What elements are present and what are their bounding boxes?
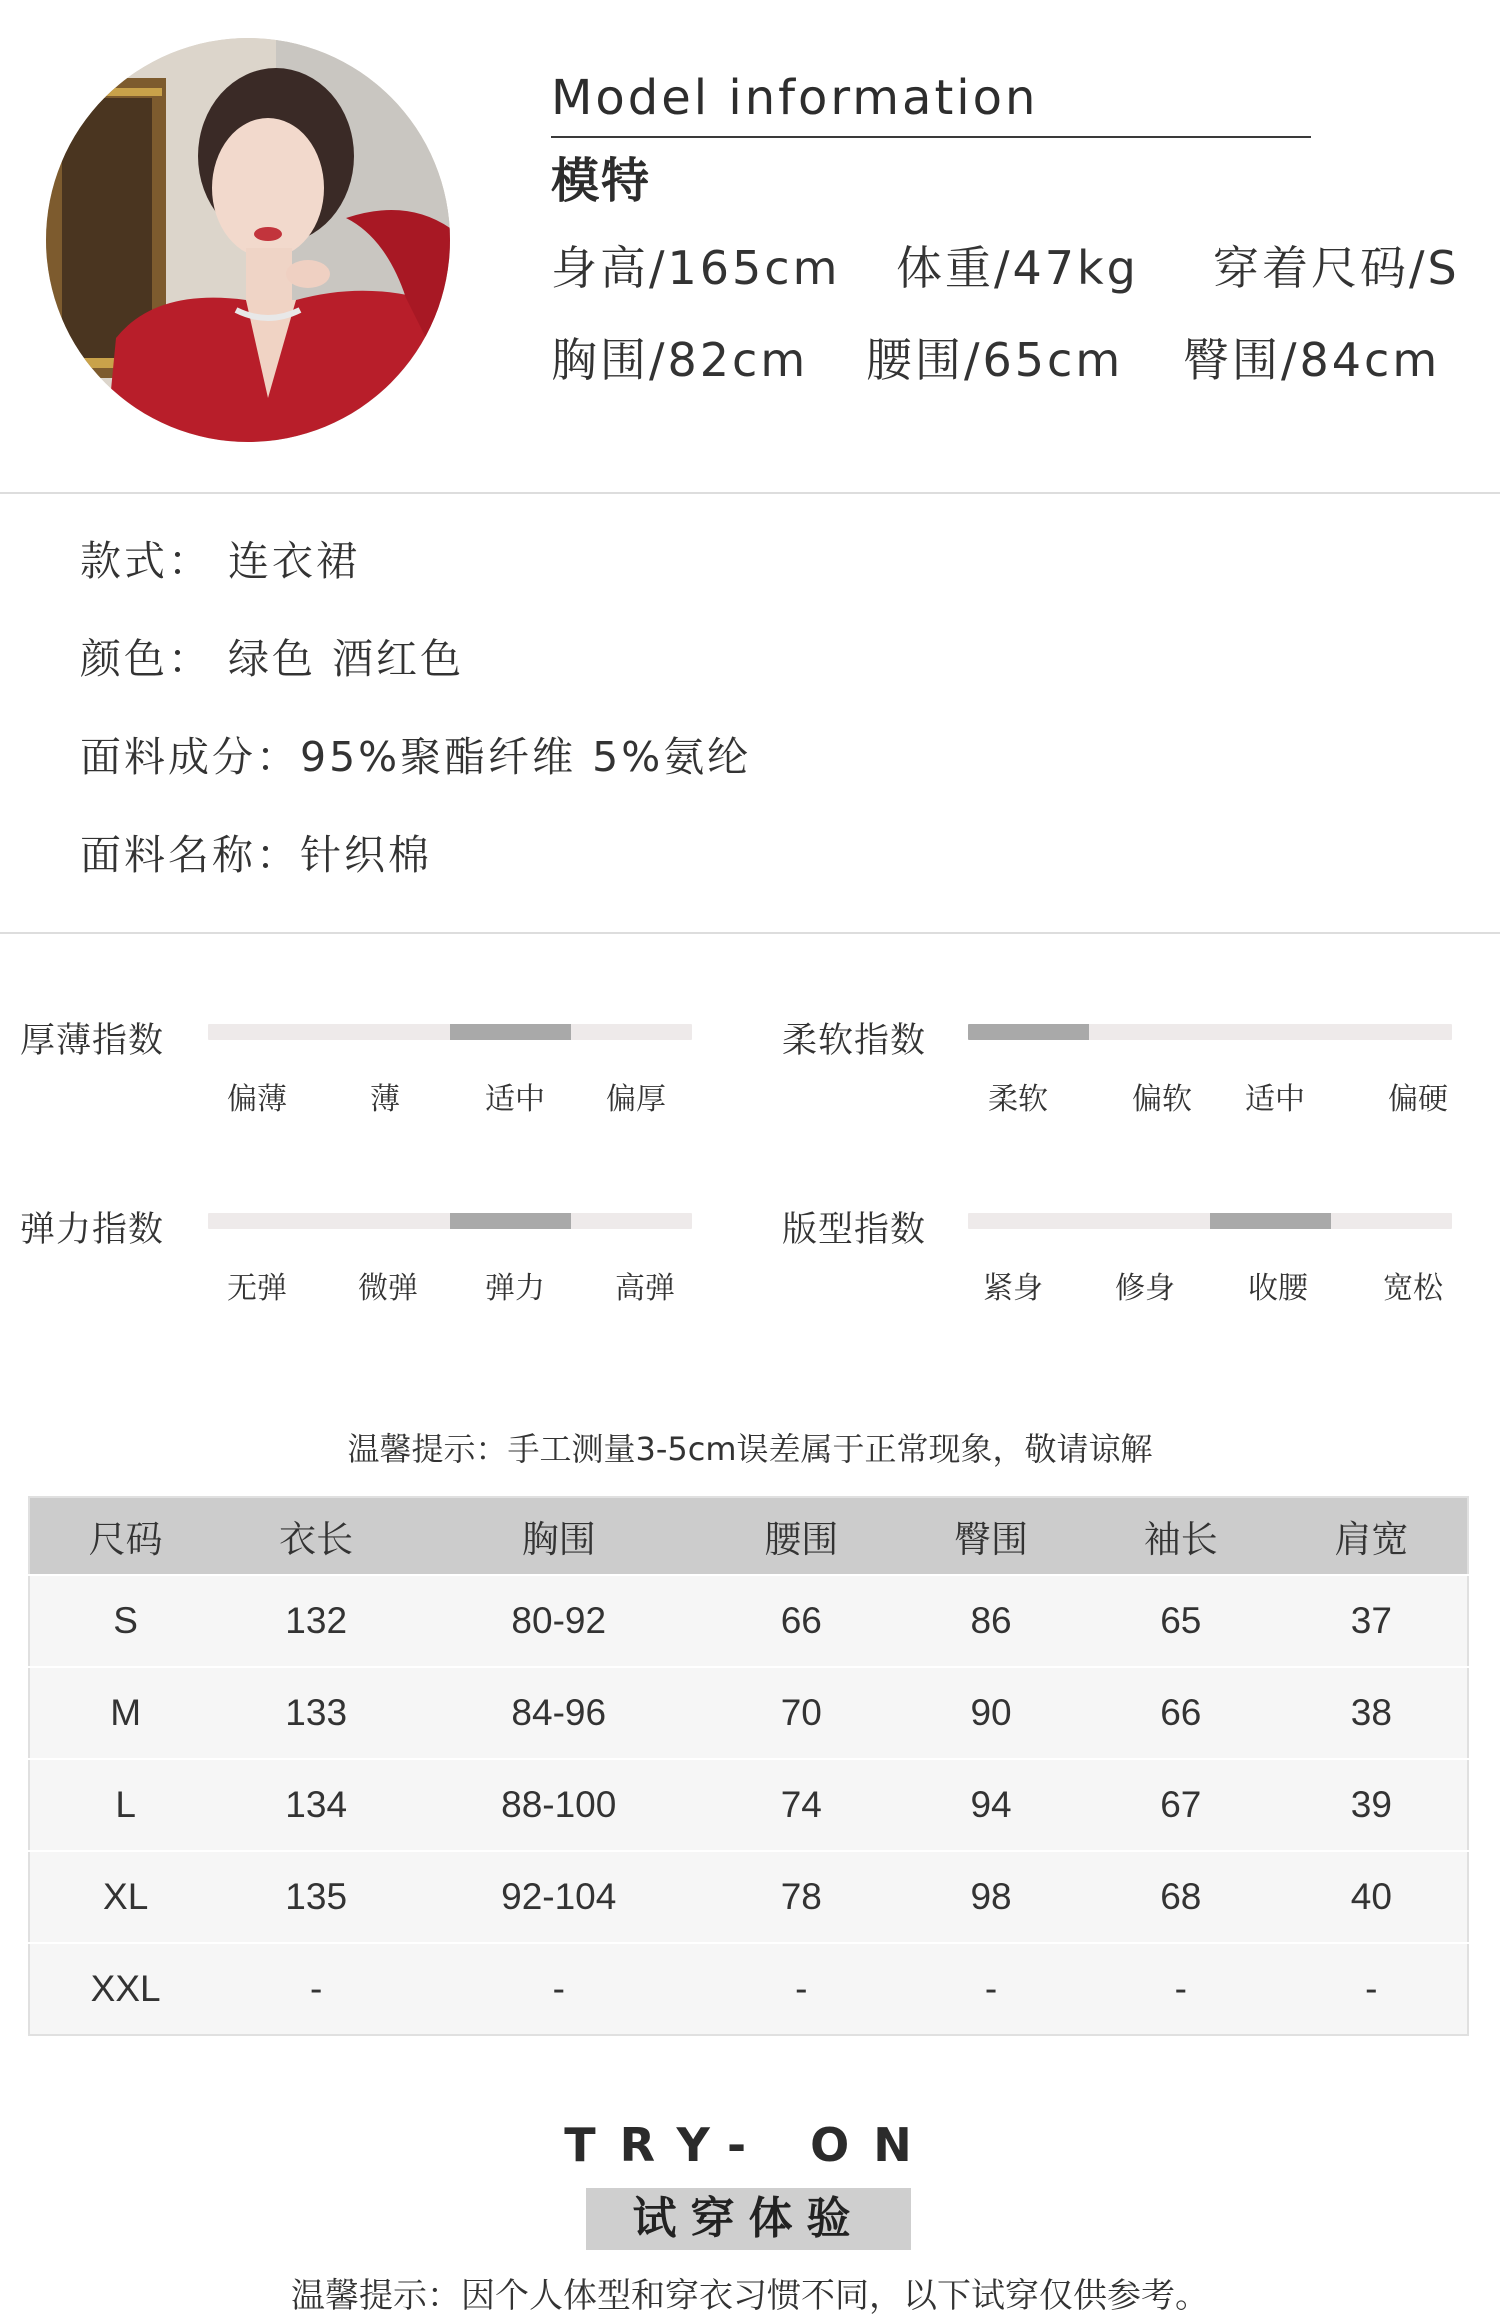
size-cell: 67 — [1086, 1759, 1276, 1851]
scale-option: 高弹 — [615, 1271, 675, 1306]
size-cell: 133 — [221, 1667, 411, 1759]
size-cell: 66 — [1086, 1667, 1276, 1759]
scale-selected-segment — [968, 1024, 1089, 1040]
product-color: 颜色： 绿色 酒红色 — [80, 635, 465, 683]
header-bust: 胸围 — [411, 1497, 706, 1575]
scale-track — [968, 1213, 1452, 1229]
size-row — [29, 1759, 1468, 1851]
size-cell: 40 — [1276, 1851, 1468, 1943]
scale-label: 柔软指数 — [782, 1021, 927, 1061]
size-cell: 86 — [896, 1575, 1086, 1667]
size-cell: 90 — [896, 1667, 1086, 1759]
model-photo — [46, 38, 450, 442]
tryon-title: TRY- ON — [564, 2118, 936, 2172]
size-cell: 68 — [1086, 1851, 1276, 1943]
scale-option: 偏软 — [1132, 1082, 1192, 1117]
scale-option: 收腰 — [1248, 1271, 1308, 1306]
product-style: 款式： 连衣裙 — [80, 537, 361, 585]
scale-selected-segment — [450, 1213, 571, 1229]
size-cell: M — [29, 1667, 221, 1759]
size-cell: 135 — [221, 1851, 411, 1943]
model-bust: 胸围/82cm — [551, 333, 809, 387]
header-shoulder: 肩宽 — [1276, 1497, 1468, 1575]
size-cell: XXL — [29, 1943, 221, 2035]
header-size: 尺码 — [29, 1497, 221, 1575]
measurement-tip: 温馨提示：手工测量3-5cm误差属于正常现象，敬请谅解 — [347, 1430, 1153, 1468]
model-height: 身高/165cm — [551, 241, 841, 295]
section-divider — [0, 932, 1500, 934]
scale-option: 偏硬 — [1388, 1082, 1448, 1117]
scale-track — [208, 1024, 692, 1040]
scale-label: 弹力指数 — [20, 1210, 165, 1250]
title-underline — [551, 136, 1311, 138]
size-cell: - — [221, 1943, 411, 2035]
size-cell: 70 — [706, 1667, 896, 1759]
size-chart-table — [28, 1496, 1469, 2036]
header-hip: 臀围 — [896, 1497, 1086, 1575]
scale-option: 微弹 — [358, 1271, 418, 1306]
scale-option: 无弹 — [227, 1271, 287, 1306]
size-cell: 78 — [706, 1851, 896, 1943]
size-cell: 37 — [1276, 1575, 1468, 1667]
model-info-title: Model information — [551, 70, 1039, 126]
size-cell: - — [706, 1943, 896, 2035]
size-cell: 92-104 — [411, 1851, 706, 1943]
size-cell: 84-96 — [411, 1667, 706, 1759]
size-cell: 134 — [221, 1759, 411, 1851]
model-info-subtitle: 模特 — [551, 153, 652, 209]
size-cell: 39 — [1276, 1759, 1468, 1851]
size-cell: 88-100 — [411, 1759, 706, 1851]
model-portrait-illustration — [46, 38, 450, 442]
scale-option: 柔软 — [988, 1082, 1048, 1117]
product-fabric-name: 面料名称：针织棉 — [80, 831, 432, 879]
section-divider — [0, 492, 1500, 494]
model-size: 穿着尺码/S — [1213, 241, 1460, 295]
size-cell: 98 — [896, 1851, 1086, 1943]
size-cell: - — [411, 1943, 706, 2035]
size-row — [29, 1667, 1468, 1759]
size-cell: - — [1276, 1943, 1468, 2035]
header-waist: 腰围 — [706, 1497, 896, 1575]
size-cell: 94 — [896, 1759, 1086, 1851]
size-cell: 38 — [1276, 1667, 1468, 1759]
tryon-badge: 试穿体验 — [586, 2188, 911, 2250]
size-row — [29, 1943, 1468, 2035]
scale-option: 适中 — [485, 1082, 545, 1117]
size-cell: - — [1086, 1943, 1276, 2035]
size-cell: XL — [29, 1851, 221, 1943]
size-row — [29, 1575, 1468, 1667]
header-length: 衣长 — [221, 1497, 411, 1575]
scale-selected-segment — [450, 1024, 571, 1040]
scale-option: 弹力 — [485, 1271, 545, 1306]
scale-option: 紧身 — [983, 1271, 1043, 1306]
scale-track — [968, 1024, 1452, 1040]
header-sleeve: 袖长 — [1086, 1497, 1276, 1575]
product-fabric-composition: 面料成分：95%聚酯纤维 5%氨纶 — [80, 733, 752, 781]
size-cell: 65 — [1086, 1575, 1276, 1667]
scale-option: 偏厚 — [606, 1082, 666, 1117]
model-hip: 臀围/84cm — [1183, 333, 1441, 387]
scale-label: 厚薄指数 — [20, 1021, 165, 1061]
scale-label: 版型指数 — [782, 1210, 927, 1250]
size-table-header-row — [29, 1497, 1468, 1575]
size-cell: 132 — [221, 1575, 411, 1667]
tryon-tip: 温馨提示：因个人体型和穿衣习惯不同，以下试穿仅供参考。 — [291, 2276, 1209, 2316]
scale-option: 修身 — [1115, 1271, 1175, 1306]
size-cell: 80-92 — [411, 1575, 706, 1667]
scale-track — [208, 1213, 692, 1229]
model-waist: 腰围/65cm — [866, 333, 1124, 387]
size-cell: 74 — [706, 1759, 896, 1851]
size-cell: L — [29, 1759, 221, 1851]
model-weight: 体重/47kg — [896, 241, 1139, 295]
scale-option: 偏薄 — [227, 1082, 287, 1117]
scale-selected-segment — [1210, 1213, 1331, 1229]
size-cell: - — [896, 1943, 1086, 2035]
scale-option: 薄 — [370, 1082, 400, 1117]
scale-option: 宽松 — [1383, 1271, 1443, 1306]
scale-option: 适中 — [1245, 1082, 1305, 1117]
size-cell: 66 — [706, 1575, 896, 1667]
size-row — [29, 1851, 1468, 1943]
size-cell: S — [29, 1575, 221, 1667]
